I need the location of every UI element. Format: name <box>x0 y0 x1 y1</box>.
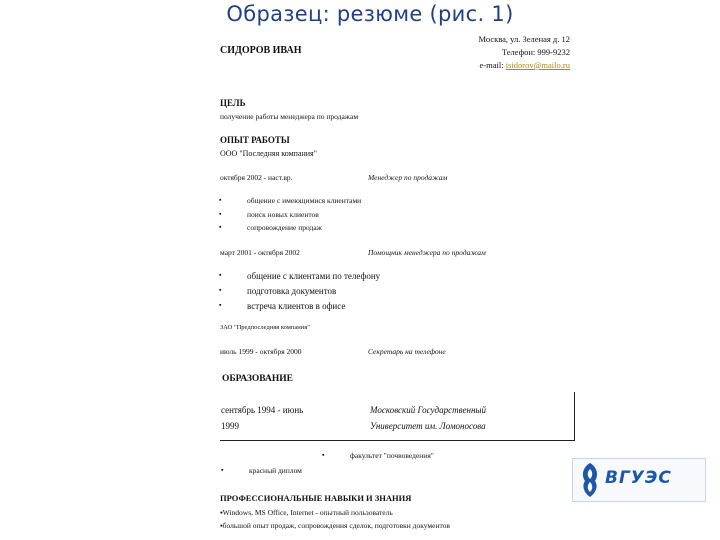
company-2: ЗАО "Предпоследняя компания" <box>220 324 310 331</box>
job-3-period: июль 1999 - октября 2000 <box>220 347 302 356</box>
job-1-duty: ▪ сопровождение продаж <box>247 223 322 232</box>
candidate-name: СИДОРОВ ИВАН <box>220 45 302 56</box>
email-label: e-mail: <box>479 60 504 70</box>
education-period-year: 1999 <box>221 421 239 431</box>
skills-item: ▪большой опыт продаж, сопровождения сделок, подготовки документов <box>220 521 450 530</box>
job-1-title: Менеджер по продажам <box>368 173 448 182</box>
education-box <box>220 392 575 441</box>
education-heading: ОБРАЗОВАНИЕ <box>222 374 293 384</box>
job-2-duty: ▪ общение с клиентами по телефону <box>247 271 380 281</box>
job-1-duty: ▪ поиск новых клиентов <box>247 210 319 219</box>
contact-email-line <box>480 60 570 70</box>
university-logo <box>572 458 706 502</box>
education-period: сентябрь 1994 - июнь <box>221 405 304 415</box>
job-2-duty: ▪ встреча клиентов в офисе <box>247 301 345 311</box>
contact-address: Москва, ул. Зеленая д. 12 <box>478 34 570 44</box>
goal-text: получение работы менеджера по продажам <box>220 112 359 121</box>
email-link[interactable]: isidorov@mailo.ru <box>505 60 570 70</box>
slide-title: Образец: резюме (рис. 1) <box>226 2 514 26</box>
skills-item: ▪Windows, MS Office, Internet - опытный пользователь <box>220 508 393 517</box>
job-1-duty: ▪ общение с имеющимися клиентами <box>247 196 361 205</box>
university-name-2: Университет им. Ломоносова <box>370 421 486 431</box>
skills-heading: ПРОФЕССИОНАЛЬНЫЕ НАВЫКИ И ЗНАНИЯ <box>220 493 412 503</box>
job-2-period: март 2001 - октября 2002 <box>220 248 300 257</box>
company-1: ООО "Последняя компания" <box>220 149 318 158</box>
university-name: Московский Государственный <box>370 405 487 415</box>
job-1-period: октября 2002 - наст.вр. <box>220 173 293 182</box>
education-diploma: ▪ красный диплом <box>249 466 302 475</box>
education-faculty: ▪ факультет "почвоведения" <box>350 451 434 460</box>
goal-heading: ЦЕЛЬ <box>220 98 246 108</box>
job-2-title: Помощник менеджера по продажам <box>368 248 486 257</box>
emblem-icon <box>577 461 603 499</box>
contact-phone: Телефон: 999-9232 <box>501 47 570 57</box>
job-3-title: Секретарь на телефоне <box>368 347 446 356</box>
job-2-duty: ▪ подготовка документов <box>247 286 336 296</box>
experience-heading: ОПЫТ РАБОТЫ <box>220 135 290 145</box>
logo-text: ВГУЭС <box>605 468 672 488</box>
